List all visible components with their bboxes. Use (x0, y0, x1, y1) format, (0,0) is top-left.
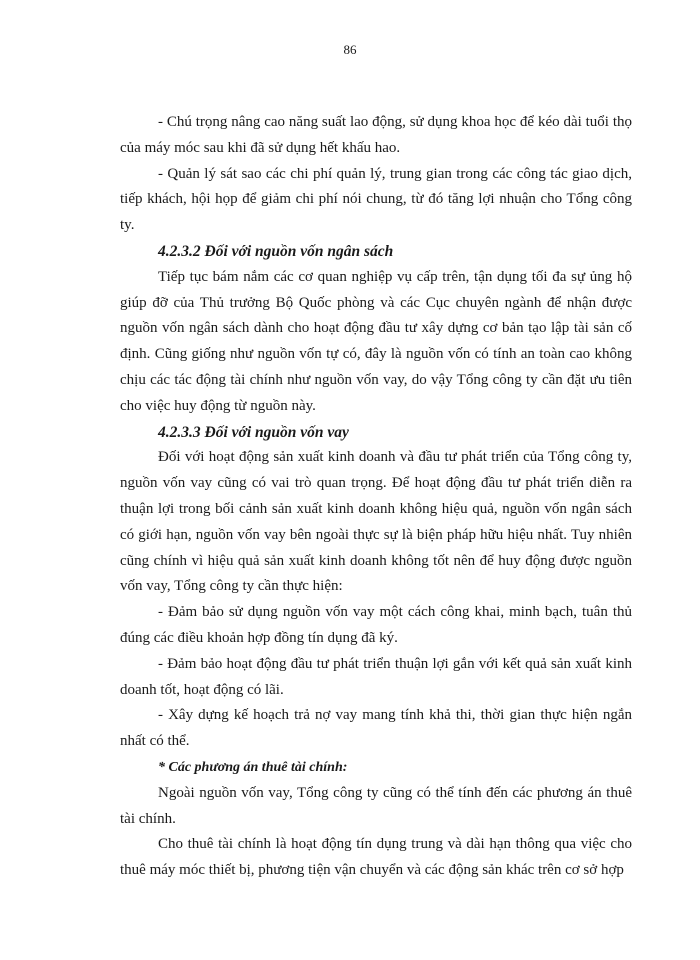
paragraph-loan-capital: Đối với hoạt động sản xuất kinh doanh và đầu tư phát triển của Tổng công ty, nguồn vốn vay cũng có vai trò quan trọng. Để hoạt động đầu tư phát triển diễn ra thuận lợi trong bối cảnh sản xuất kinh doanh không hiệu quả, nguồn vốn ngân sách có giới hạn, nguồn vốn vay bên ngoài thực sự là biện pháp hữu hiệu nhất. Tuy nhiên cũng chính vì hiệu quả sản xuất kinh doanh không tốt nên để huy động được nguồn vốn vay, Tổng công ty cần thực hiện: (120, 449, 632, 595)
paragraph-labor-productivity: - Chú trọng nâng cao năng suất lao động, sử dụng khoa học để kéo dài tuổi thọ của máy móc sau khi đã sử dụng hết khấu hao. (120, 114, 632, 156)
paragraph-leasing-options: Ngoài nguồn vốn vay, Tổng công ty cũng có thể tính đến các phương án thuê tài chính. (120, 784, 632, 827)
paragraph-loan-transparency: - Đảm bảo sử dụng nguồn vốn vay một cách công khai, minh bạch, tuân thủ đúng các điều khoản hợp đồng tín dụng đã ký. (120, 604, 632, 646)
paragraph-loan-profitability: - Đảm bảo hoạt động đầu tư phát triển thuận lợi gắn với kết quả sản xuất kinh doanh tốt, hoạt động có lãi. (120, 655, 632, 698)
document-body (120, 110, 632, 884)
section-heading-loan-capital: 4.2.3.3 Đối với nguồn vốn vay (158, 423, 349, 441)
paragraph-leasing-definition: Cho thuê tài chính là hoạt động tín dụng trung và dài hạn thông qua việc cho thuê máy móc thiết bị, phương tiện vận chuyển và các động sản khác trên cơ sở hợp (120, 836, 632, 879)
paragraph-repayment-plan: - Xây dựng kế hoạch trả nợ vay mang tính khả thi, thời gian thực hiện ngắn nhất có thể. (120, 707, 632, 750)
page-number: 86 (343, 42, 357, 57)
paragraph-cost-management: - Quản lý sát sao các chi phí quản lý, trung gian trong các công tác giao dịch, tiếp khách, hội họp để giảm chi phí nói chung, từ đó tăng lợi nhuận cho Tổng công ty. (120, 165, 632, 234)
section-heading-budget-capital: 4.2.3.2 Đối với nguồn vốn ngân sách (158, 242, 394, 260)
paragraph-budget-capital: Tiếp tục bám nắm các cơ quan nghiệp vụ cấp trên, tận dụng tối đa sự ủng hộ giúp đỡ của Thủ trưởng Bộ Quốc phòng và các Cục chuyên ngành để nhận được nguồn vốn ngân sách dành cho hoạt động đầu tư xây dựng cơ bản tạo lập tài sản cố định. Cũng giống như nguồn vốn tự có, đây là nguồn vốn có tính an toàn cao không chịu các tác động tài chính như nguồn vốn vay, do vậy Tổng công ty cần đặt ưu tiên cho việc huy động từ nguồn này. (120, 268, 632, 414)
subheading-financial-leasing: * Các phương án thuê tài chính: (158, 759, 348, 775)
